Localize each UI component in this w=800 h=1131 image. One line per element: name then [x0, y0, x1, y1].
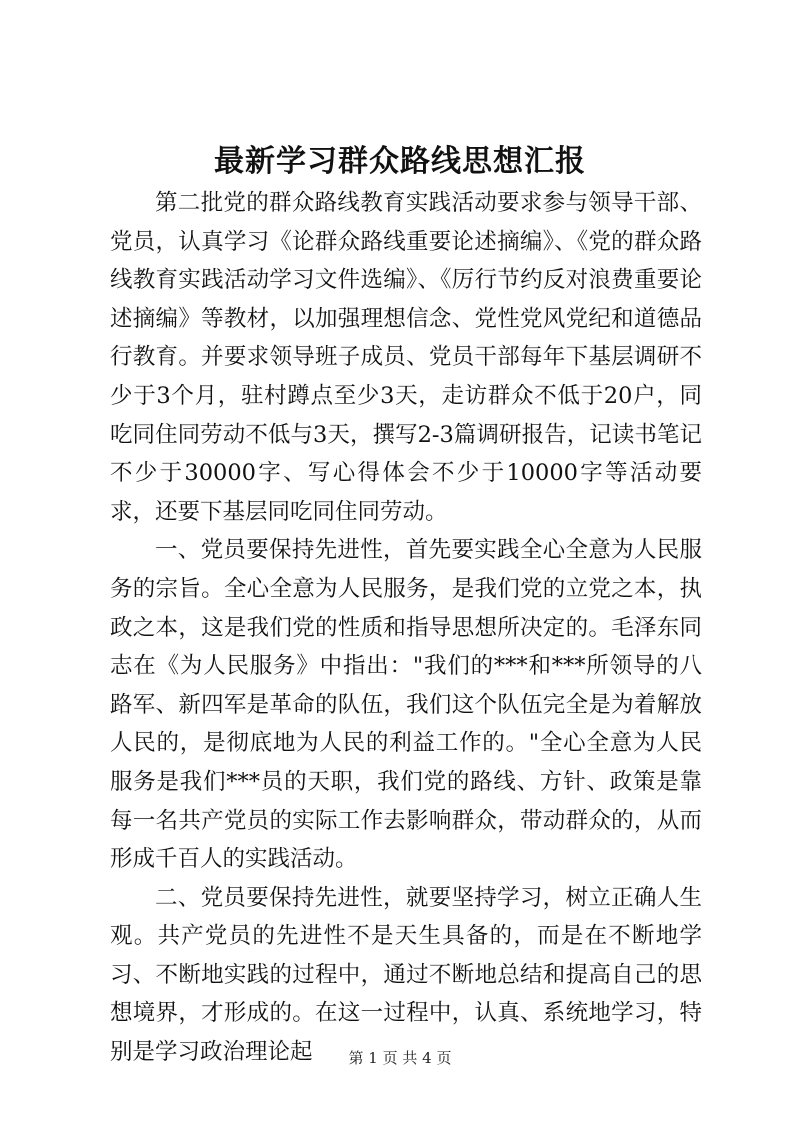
paragraph-section-one: 一、党员要保持先进性，首先要实践全心全意为人民服务的宗旨。全心全意为人民服务，是我们党的立党之本，执政之本，这是我们党的性质和指导思想所决定的。毛泽东同志在《为人民服务》中指出："我们的***和***所领导的八路军、新四军是革命的队伍，我们这个队伍完全是为着解放人民的，是彻底地为人民的利益工作的。"全心全意为人民服务是我们***员的天职，我们党的路线、方针、政策是靠每一名共产党员的实际工作去影响群众，带动群众的，从而形成千百人的实践活动。: [110, 537, 702, 873]
paragraph-section-two: 二、党员要保持先进性，就要坚持学习，树立正确人生观。共产党员的先进性不是天生具备的，而是在不断地学习、不断地实践的过程中，通过不断地总结和提高自己的思想境界，才形成的。在这一过程中，认真、系统地学习，特别是学习政治理论起: [110, 884, 702, 1066]
document-body: [110, 184, 702, 1072]
page-number-footer: 第 1 页 共 4 页: [348, 1049, 452, 1067]
paragraph-intro: 第二批党的群众路线教育实践活动要求参与领导干部、党员，认真学习《论群众路线重要论述摘编》、《党的群众路线教育实践活动学习文件选编》、《厉行节约反对浪费重要论述摘编》等教材，以加强理想信念、党性党风党纪和道德品行教育。并要求领导班子成员、党员干部每年下基层调研不少于3个月，驻村蹲点至少3天，走访群众不低于20户，同吃同住同劳动不低与3天，撰写2-3篇调研报告，记读书笔记不少于30000字、写心得体会不少于10000字等活动要求，还要下基层同吃同住同劳动。: [110, 190, 702, 525]
document-title: 最新学习群众路线思想汇报: [214, 144, 586, 179]
